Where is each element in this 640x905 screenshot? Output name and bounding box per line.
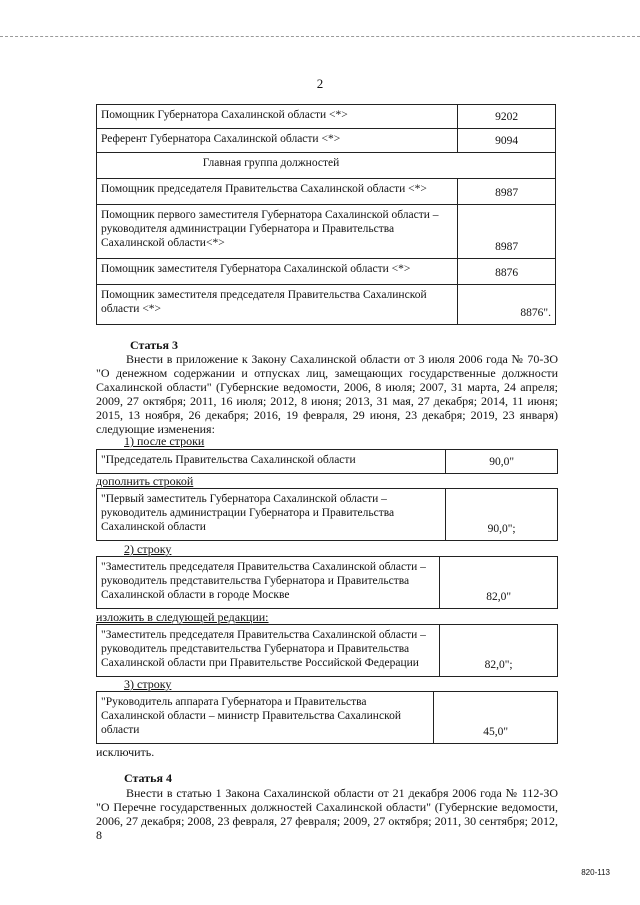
value-cell: 8876". bbox=[458, 285, 556, 325]
table-row bbox=[97, 105, 556, 129]
position-cell: "Заместитель председателя Правительства Сахалинской области – руководитель представительства Губернатора и Правительства Сахалинской области при Правительстве Российской Федерации bbox=[97, 625, 440, 677]
table-row bbox=[97, 205, 556, 259]
table-row bbox=[97, 129, 556, 153]
row-b-table bbox=[96, 488, 558, 541]
position-cell: Помощник заместителя председателя Правительства Сахалинской области <*> bbox=[97, 285, 458, 325]
supplement-label: дополнить строкой bbox=[96, 474, 194, 488]
position-cell: Референт Губернатора Сахалинской области <*> bbox=[97, 129, 458, 153]
position-cell: "Председатель Правительства Сахалинской области bbox=[97, 450, 446, 474]
item-2-label: 2) строку bbox=[124, 542, 172, 556]
table-row bbox=[97, 259, 556, 285]
position-cell: "Первый заместитель Губернатора Сахалинской области – руководитель администрации Губернатора и Правительства Сахалинской области bbox=[97, 489, 446, 541]
item-1-label: 1) после строки bbox=[124, 434, 205, 448]
row-d-table bbox=[96, 624, 558, 677]
table-row bbox=[97, 179, 556, 205]
page-number: 2 bbox=[316, 76, 324, 91]
value-cell: 82,0"; bbox=[440, 625, 558, 677]
footer-code: 820-113 bbox=[581, 868, 610, 877]
table-row bbox=[97, 692, 558, 744]
value-cell: 8987 bbox=[458, 179, 556, 205]
salary-table bbox=[96, 104, 556, 325]
value-cell: 8987 bbox=[458, 205, 556, 259]
value-cell: 82,0" bbox=[440, 557, 558, 609]
position-cell: "Руководитель аппарата Губернатора и Правительства Сахалинской области – министр Правительства Сахалинской области bbox=[97, 692, 434, 744]
table-row bbox=[97, 450, 558, 474]
item-3-label: 3) строку bbox=[124, 677, 172, 691]
value-cell: 90,0" bbox=[446, 450, 558, 474]
value-cell: 90,0"; bbox=[446, 489, 558, 541]
value-cell: 9202 bbox=[458, 105, 556, 129]
row-e-table bbox=[96, 691, 558, 744]
article-4-heading: Статья 4 bbox=[124, 771, 172, 785]
position-cell: Помощник Губернатора Сахалинской области <*> bbox=[97, 105, 458, 129]
position-cell: Помощник первого заместителя Губернатора Сахалинской области – руководителя администрации Губернатора и Правительства Сахалинской области<*> bbox=[97, 205, 458, 259]
value-cell: 9094 bbox=[458, 129, 556, 153]
table-row bbox=[97, 625, 558, 677]
group-row bbox=[97, 153, 556, 179]
article-3-heading: Статья 3 bbox=[130, 338, 178, 352]
article-4-text: Внести в статью 1 Закона Сахалинской области от 21 декабря 2006 года № 112-ЗО "О Перечне государственных должностей Сахалинской области" (Губернские ведомости, 2006, 27 декабря; 2008, 23 февраля, 27 февраля; 2009, 27 октября; 2011, 30 сентября; 2012, 8 bbox=[96, 786, 558, 842]
article-3-intro: Внести в приложение к Закону Сахалинской области от 3 июля 2006 года № 70-ЗО "О денежном содержании и отпусках лиц, замещающих государственные должности Сахалинской области" (Губернские ведомости, 2006, 8 июля; 2007, 31 марта, 24 апреля; 2009, 27 октября; 2011, 16 июля; 2012, 8 июня; 2013, 31 мая, 27 декабря; 2014, 11 июня; 2015, 13 ноября, 26 декабря; 2016, 19 февраля, 29 июня, 23 декабря; 2019, 23 января) следующие изменения: bbox=[96, 352, 558, 436]
table-row bbox=[97, 285, 556, 325]
exclude-label: исключить. bbox=[96, 745, 155, 759]
position-cell: "Заместитель председателя Правительства Сахалинской области – руководитель представительства Губернатора и Правительства Сахалинской области в городе Москве bbox=[97, 557, 440, 609]
value-cell: 8876 bbox=[458, 259, 556, 285]
table-row bbox=[97, 557, 558, 609]
group-heading: Главная группа должностей bbox=[97, 153, 556, 179]
row-a-table bbox=[96, 449, 558, 474]
row-c-table bbox=[96, 556, 558, 609]
value-cell: 45,0" bbox=[434, 692, 558, 744]
scan-edge-line bbox=[0, 36, 640, 37]
position-cell: Помощник председателя Правительства Сахалинской области <*> bbox=[97, 179, 458, 205]
position-cell: Помощник заместителя Губернатора Сахалинской области <*> bbox=[97, 259, 458, 285]
restate-label: изложить в следующей редакции: bbox=[96, 610, 269, 624]
table-row bbox=[97, 489, 558, 541]
